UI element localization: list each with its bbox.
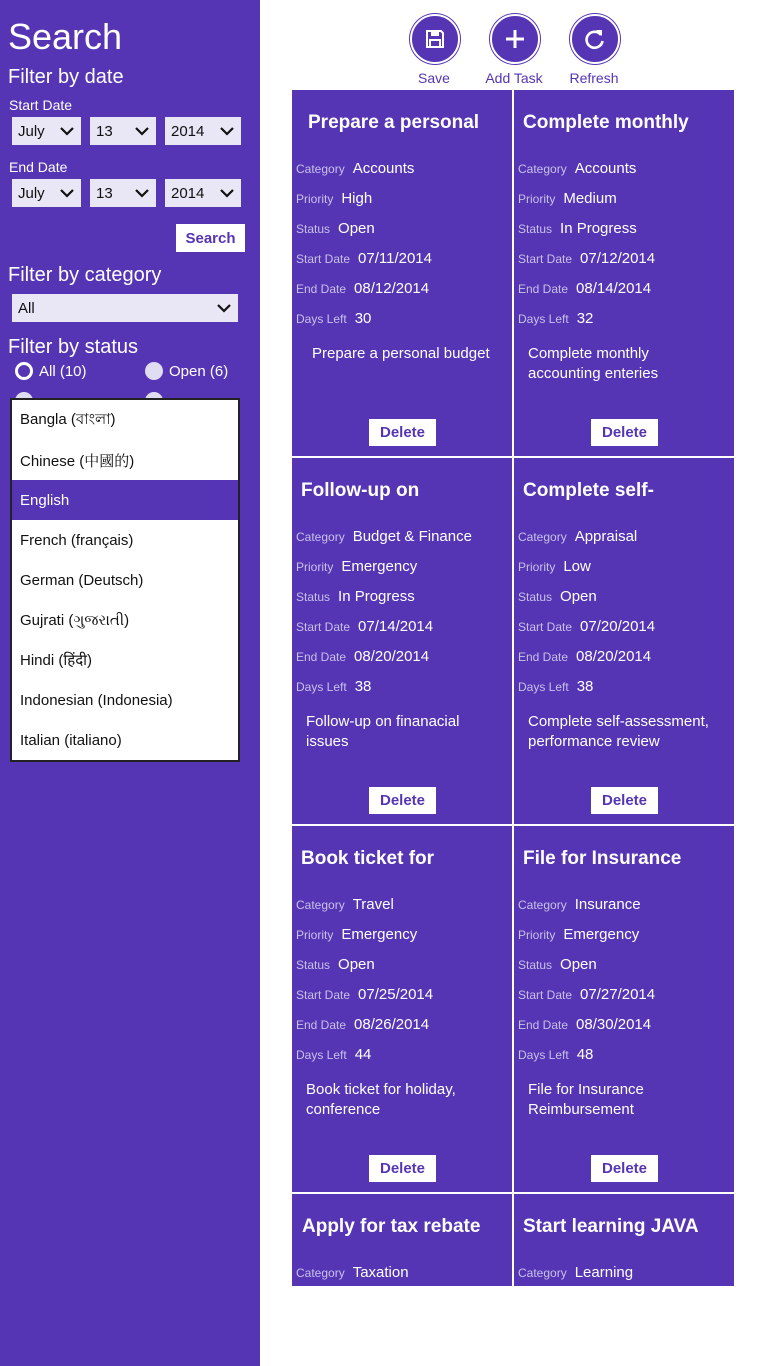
task-status: In Progress [338, 588, 415, 605]
task-priority: Emergency [341, 558, 418, 575]
save-icon [410, 14, 460, 64]
language-option-gujrati[interactable]: Gujrati (ગુજરાતી) [20, 611, 130, 629]
task-start-date-row [518, 986, 655, 1003]
task-end-date: 08/14/2014 [576, 280, 652, 297]
task-days-left-row [296, 1046, 371, 1063]
task-days-left-row [296, 678, 371, 695]
field-label: Status [296, 590, 331, 604]
task-start-date: 07/12/2014 [580, 250, 656, 267]
field-label: Days Left [296, 680, 347, 694]
task-status-row [296, 220, 375, 237]
task-card[interactable] [514, 826, 734, 1192]
task-status: In Progress [560, 220, 637, 237]
field-label: End Date [296, 650, 347, 664]
status-radio-all[interactable] [15, 362, 87, 380]
chevron-down-icon [128, 117, 156, 145]
task-priority-row [296, 926, 417, 943]
field-label: End Date [296, 282, 347, 296]
task-end-date-row [518, 280, 651, 297]
task-title: Book ticket for [301, 848, 435, 869]
add-task-button[interactable] [478, 14, 550, 88]
task-category: Insurance [574, 896, 641, 913]
field-label: Category [518, 530, 567, 544]
status-radio-open-label: Open (6) [169, 362, 229, 380]
chevron-down-icon [210, 294, 238, 322]
task-status: Open [338, 956, 375, 973]
task-category: Taxation [352, 1264, 409, 1281]
task-days-left-row [296, 310, 371, 327]
field-label: Priority [296, 192, 334, 206]
language-option-hindi[interactable]: Hindi (हिंदी) [20, 652, 93, 669]
status-radio-open[interactable] [145, 362, 228, 380]
task-priority-row [296, 190, 372, 207]
task-start-date: 07/20/2014 [580, 618, 656, 635]
radio-unselected-icon [145, 362, 163, 380]
task-card[interactable] [514, 90, 734, 456]
task-end-date: 08/20/2014 [576, 648, 652, 665]
refresh-label: Refresh [569, 70, 619, 86]
field-label: Status [518, 222, 553, 236]
refresh-button[interactable] [558, 14, 630, 88]
delete-button[interactable]: Delete [591, 419, 658, 446]
status-radio-group [15, 362, 255, 386]
field-label: Status [518, 958, 553, 972]
task-card[interactable] [292, 1194, 512, 1286]
task-status-row [518, 220, 637, 237]
delete-button[interactable]: Delete [369, 419, 436, 446]
delete-button[interactable]: Delete [369, 787, 436, 814]
task-category-row [518, 896, 641, 913]
delete-button[interactable]: Delete [369, 1155, 436, 1182]
end-day-value: 13 [96, 184, 113, 202]
chevron-down-icon [53, 179, 81, 207]
task-card[interactable] [292, 458, 512, 824]
start-year-value: 2014 [171, 122, 205, 140]
task-title: Prepare a personal [308, 112, 480, 133]
task-priority-row [296, 558, 417, 575]
task-category-row [296, 1264, 409, 1281]
task-status-row [296, 588, 415, 605]
field-label: Priority [296, 560, 334, 574]
task-start-date: 07/14/2014 [358, 618, 434, 635]
task-grid [292, 90, 734, 1286]
task-end-date: 08/12/2014 [354, 280, 430, 297]
field-label: Start Date [518, 620, 573, 634]
task-category-row [296, 528, 472, 545]
field-label: Status [518, 590, 553, 604]
task-priority-row [518, 190, 617, 207]
field-label: End Date [518, 1018, 569, 1032]
task-priority: Emergency [563, 926, 640, 943]
language-option-french[interactable]: French (français) [20, 531, 134, 549]
task-category: Appraisal [574, 528, 638, 545]
page-title: Search [8, 16, 123, 57]
start-date-label: Start Date [9, 97, 73, 113]
language-dropdown-list [10, 398, 240, 762]
task-description: Complete self-assessment, performance review [528, 713, 709, 750]
field-label: Category [296, 162, 345, 176]
language-option-indonesian[interactable]: Indonesian (Indonesia) [20, 691, 173, 709]
task-priority-row [518, 926, 639, 943]
field-label: Days Left [518, 1048, 569, 1062]
task-days-left: 38 [576, 678, 594, 695]
task-days-left: 38 [354, 678, 372, 695]
task-category-row [518, 1264, 633, 1281]
task-priority-row [518, 558, 591, 575]
task-start-date: 07/25/2014 [358, 986, 434, 1003]
task-end-date-row [296, 648, 429, 665]
start-day-select[interactable] [90, 117, 156, 145]
field-label: End Date [518, 650, 569, 664]
refresh-icon [570, 14, 620, 64]
task-priority: High [341, 190, 373, 207]
field-label: Category [296, 898, 345, 912]
task-start-date: 07/27/2014 [580, 986, 656, 1003]
task-priority: Medium [563, 190, 617, 207]
task-title: Complete self- [523, 480, 654, 501]
end-year-value: 2014 [171, 184, 205, 202]
task-start-date-row [296, 986, 433, 1003]
task-status: Open [338, 220, 375, 237]
language-option-italian[interactable]: Italian (italiano) [20, 731, 122, 749]
task-status-row [296, 956, 375, 973]
delete-button[interactable]: Delete [591, 787, 658, 814]
save-button[interactable] [398, 14, 470, 88]
language-option-chinese[interactable]: Chinese (中國的) [20, 452, 135, 470]
field-label: Priority [518, 560, 556, 574]
task-days-left-row [518, 310, 593, 327]
field-label: Start Date [296, 620, 351, 634]
task-description: Complete monthly accounting enteries [528, 345, 659, 382]
task-end-date: 08/30/2014 [576, 1016, 652, 1033]
field-label: Days Left [518, 680, 569, 694]
task-start-date-row [296, 250, 432, 267]
chevron-down-icon [213, 117, 241, 145]
task-category: Learning [574, 1264, 634, 1281]
filter-by-date-heading: Filter by date [8, 66, 124, 88]
save-label: Save [418, 70, 450, 86]
field-label: End Date [296, 1018, 347, 1032]
task-status-row [518, 956, 597, 973]
task-days-left-row [518, 1046, 593, 1063]
task-start-date-row [296, 618, 433, 635]
field-label: Category [518, 898, 567, 912]
end-month-select[interactable] [12, 179, 81, 207]
field-label: Start Date [296, 988, 351, 1002]
task-end-date: 08/26/2014 [354, 1016, 430, 1033]
task-description: Prepare a personal budget [312, 345, 490, 362]
task-description: Follow-up on finanacial issues [306, 713, 460, 750]
task-description: Book ticket for holiday, conference [306, 1081, 456, 1118]
language-option-bangla[interactable]: Bangla (বাংলা) [20, 410, 116, 428]
task-title: Start learning JAVA [523, 1216, 699, 1237]
field-label: Status [296, 958, 331, 972]
task-category-row [518, 528, 637, 545]
task-days-left-row [518, 678, 593, 695]
task-category: Accounts [352, 160, 415, 177]
task-start-date-row [518, 618, 655, 635]
task-category-row [296, 896, 394, 913]
start-day-value: 13 [96, 122, 113, 140]
chevron-down-icon [53, 117, 81, 145]
task-start-date-row [518, 250, 655, 267]
task-days-left: 32 [576, 310, 594, 327]
task-priority: Emergency [341, 926, 418, 943]
field-label: Start Date [518, 252, 573, 266]
radio-selected-icon [15, 362, 33, 380]
start-year-select[interactable] [165, 117, 241, 145]
field-label: Category [518, 162, 567, 176]
task-category: Budget & Finance [352, 528, 472, 545]
field-label: Days Left [296, 312, 347, 326]
plus-icon [490, 14, 540, 64]
task-card[interactable] [514, 1194, 734, 1286]
task-card[interactable] [292, 90, 512, 456]
end-date-label: End Date [9, 159, 68, 175]
start-month-select[interactable] [12, 117, 81, 145]
field-label: Category [296, 1266, 345, 1280]
task-category-row [518, 160, 636, 177]
delete-button[interactable]: Delete [591, 1155, 658, 1182]
filter-by-status-heading: Filter by status [8, 336, 139, 358]
task-title: Apply for tax rebate [302, 1216, 481, 1237]
field-label: Status [296, 222, 331, 236]
task-end-date-row [296, 280, 429, 297]
field-label: Category [296, 530, 345, 544]
task-days-left: 44 [354, 1046, 372, 1063]
task-end-date: 08/20/2014 [354, 648, 430, 665]
task-end-date-row [518, 1016, 651, 1033]
field-label: Priority [518, 192, 556, 206]
task-title: File for Insurance [523, 848, 682, 869]
field-label: Days Left [518, 312, 569, 326]
task-category: Accounts [574, 160, 637, 177]
task-days-left: 48 [576, 1046, 594, 1063]
task-description: File for Insurance Reimbursement [528, 1081, 644, 1118]
search-button[interactable]: Search [176, 224, 245, 252]
field-label: Priority [518, 928, 556, 942]
task-category-row [296, 160, 414, 177]
field-label: End Date [518, 282, 569, 296]
category-value: All [18, 299, 35, 317]
field-label: Priority [296, 928, 334, 942]
start-month-value: July [18, 122, 45, 140]
field-label: Days Left [296, 1048, 347, 1062]
field-label: Start Date [518, 988, 573, 1002]
task-title: Follow-up on [301, 480, 420, 501]
status-radio-all-label: All (10) [39, 362, 87, 380]
task-title: Complete monthly [523, 112, 689, 133]
chevron-down-icon [128, 179, 156, 207]
task-days-left: 30 [354, 310, 372, 327]
task-category: Travel [352, 896, 394, 913]
task-end-date-row [518, 648, 651, 665]
add-task-label: Add Task [485, 70, 543, 86]
field-label: Start Date [296, 252, 351, 266]
task-start-date: 07/11/2014 [358, 250, 432, 267]
task-card[interactable] [514, 458, 734, 824]
task-status-row [518, 588, 597, 605]
end-year-select[interactable] [165, 179, 241, 207]
category-select[interactable] [12, 294, 238, 322]
end-month-value: July [18, 184, 45, 202]
task-card[interactable] [292, 826, 512, 1192]
task-status: Open [560, 956, 597, 973]
language-option-german[interactable]: German (Deutsch) [20, 571, 144, 589]
end-day-select[interactable] [90, 179, 156, 207]
task-priority: Low [563, 558, 591, 575]
task-end-date-row [296, 1016, 429, 1033]
filter-by-category-heading: Filter by category [8, 264, 162, 286]
language-option-english[interactable]: English [12, 480, 238, 520]
chevron-down-icon [213, 179, 241, 207]
field-label: Category [518, 1266, 567, 1280]
task-status: Open [560, 588, 597, 605]
